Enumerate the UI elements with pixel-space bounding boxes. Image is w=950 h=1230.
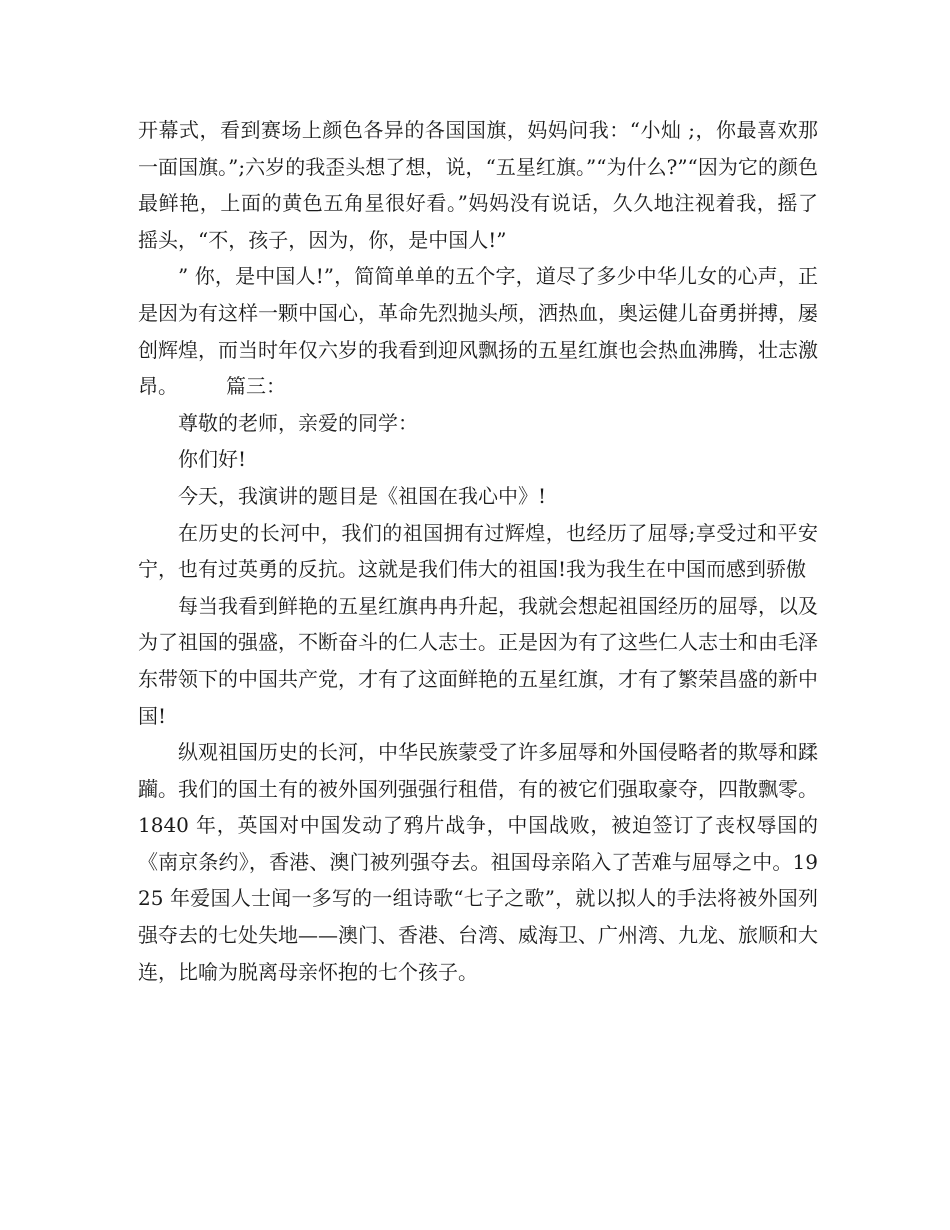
greeting: 你们好! xyxy=(178,447,247,472)
speech-title-line: 今天，我演讲的题目是《祖国在我心中》! xyxy=(178,483,547,508)
paragraph: 在历史的长河中，我们的祖国拥有过辉煌，也经历了屈辱;享受过和平安宁，也有过英勇的反抗。这就是我们伟大的祖国!我为我生在中国而感到骄傲 xyxy=(138,520,818,582)
document-body xyxy=(138,112,818,990)
salutation: 尊敬的老师，亲爱的同学： xyxy=(178,410,418,435)
paragraph xyxy=(138,258,818,404)
paragraph: 开幕式，看到赛场上颜色各异的各国国旗，妈妈问我：“小灿 ;，你最喜欢那一面国旗。”;六岁的我歪头想了想，说，“五星红旗。”“为什么?”“因为它的颜色最鲜艳，上面的黄色五角星很好看。”妈妈没有说话，久久地注视着我，摇了摇头，“不，孩子，因为，你，是中国人!” xyxy=(138,118,818,252)
paragraph: 每当我看到鲜艳的五星红旗冉冉升起，我就会想起祖国经历的屈辱，以及为了祖国的强盛，不断奋斗的仁人志士。正是因为有了这些仁人志士和由毛泽东带领下的中国共产党，才有了这面鲜艳的五星红旗，才有了繁荣昌盛的新中国! xyxy=(138,593,818,728)
paragraph: 纵观祖国历史的长河，中华民族蒙受了许多屈辱和外国侵略者的欺辱和蹂躏。我们的国土有的被外国列强强行租借，有的被它们强取豪夺，四散飘零。1840 年，英国对中国发动了鸦片战争，中国战败，被迫签订了丧权辱国的《南京条约》，香港、澳门被列强夺去。祖国母亲陷入了苦难与屈辱之中。1925 年爱国人士闻一多写的一组诗歌“七子之歌”，就以拟人的手法将被外国列强夺去的七处失地——澳门、香港、台湾、威海卫、广州湾、九龙、旅顺和大连，比喻为脱离母亲怀抱的七个孩子。 xyxy=(138,740,818,984)
section-heading: 篇三： xyxy=(226,374,286,399)
paragraph-text: ” 你，是中国人!”，简简单单的五个字，道尽了多少中华儿女的心声，正是因为有这样一颗中国心，革命先烈抛头颅，洒热血，奥运健儿奋勇拼搏，屡创辉煌，而当时年仅六岁的我看到迎风飘扬的五星红旗也会热血沸腾，壮志激昂。 xyxy=(138,264,818,399)
